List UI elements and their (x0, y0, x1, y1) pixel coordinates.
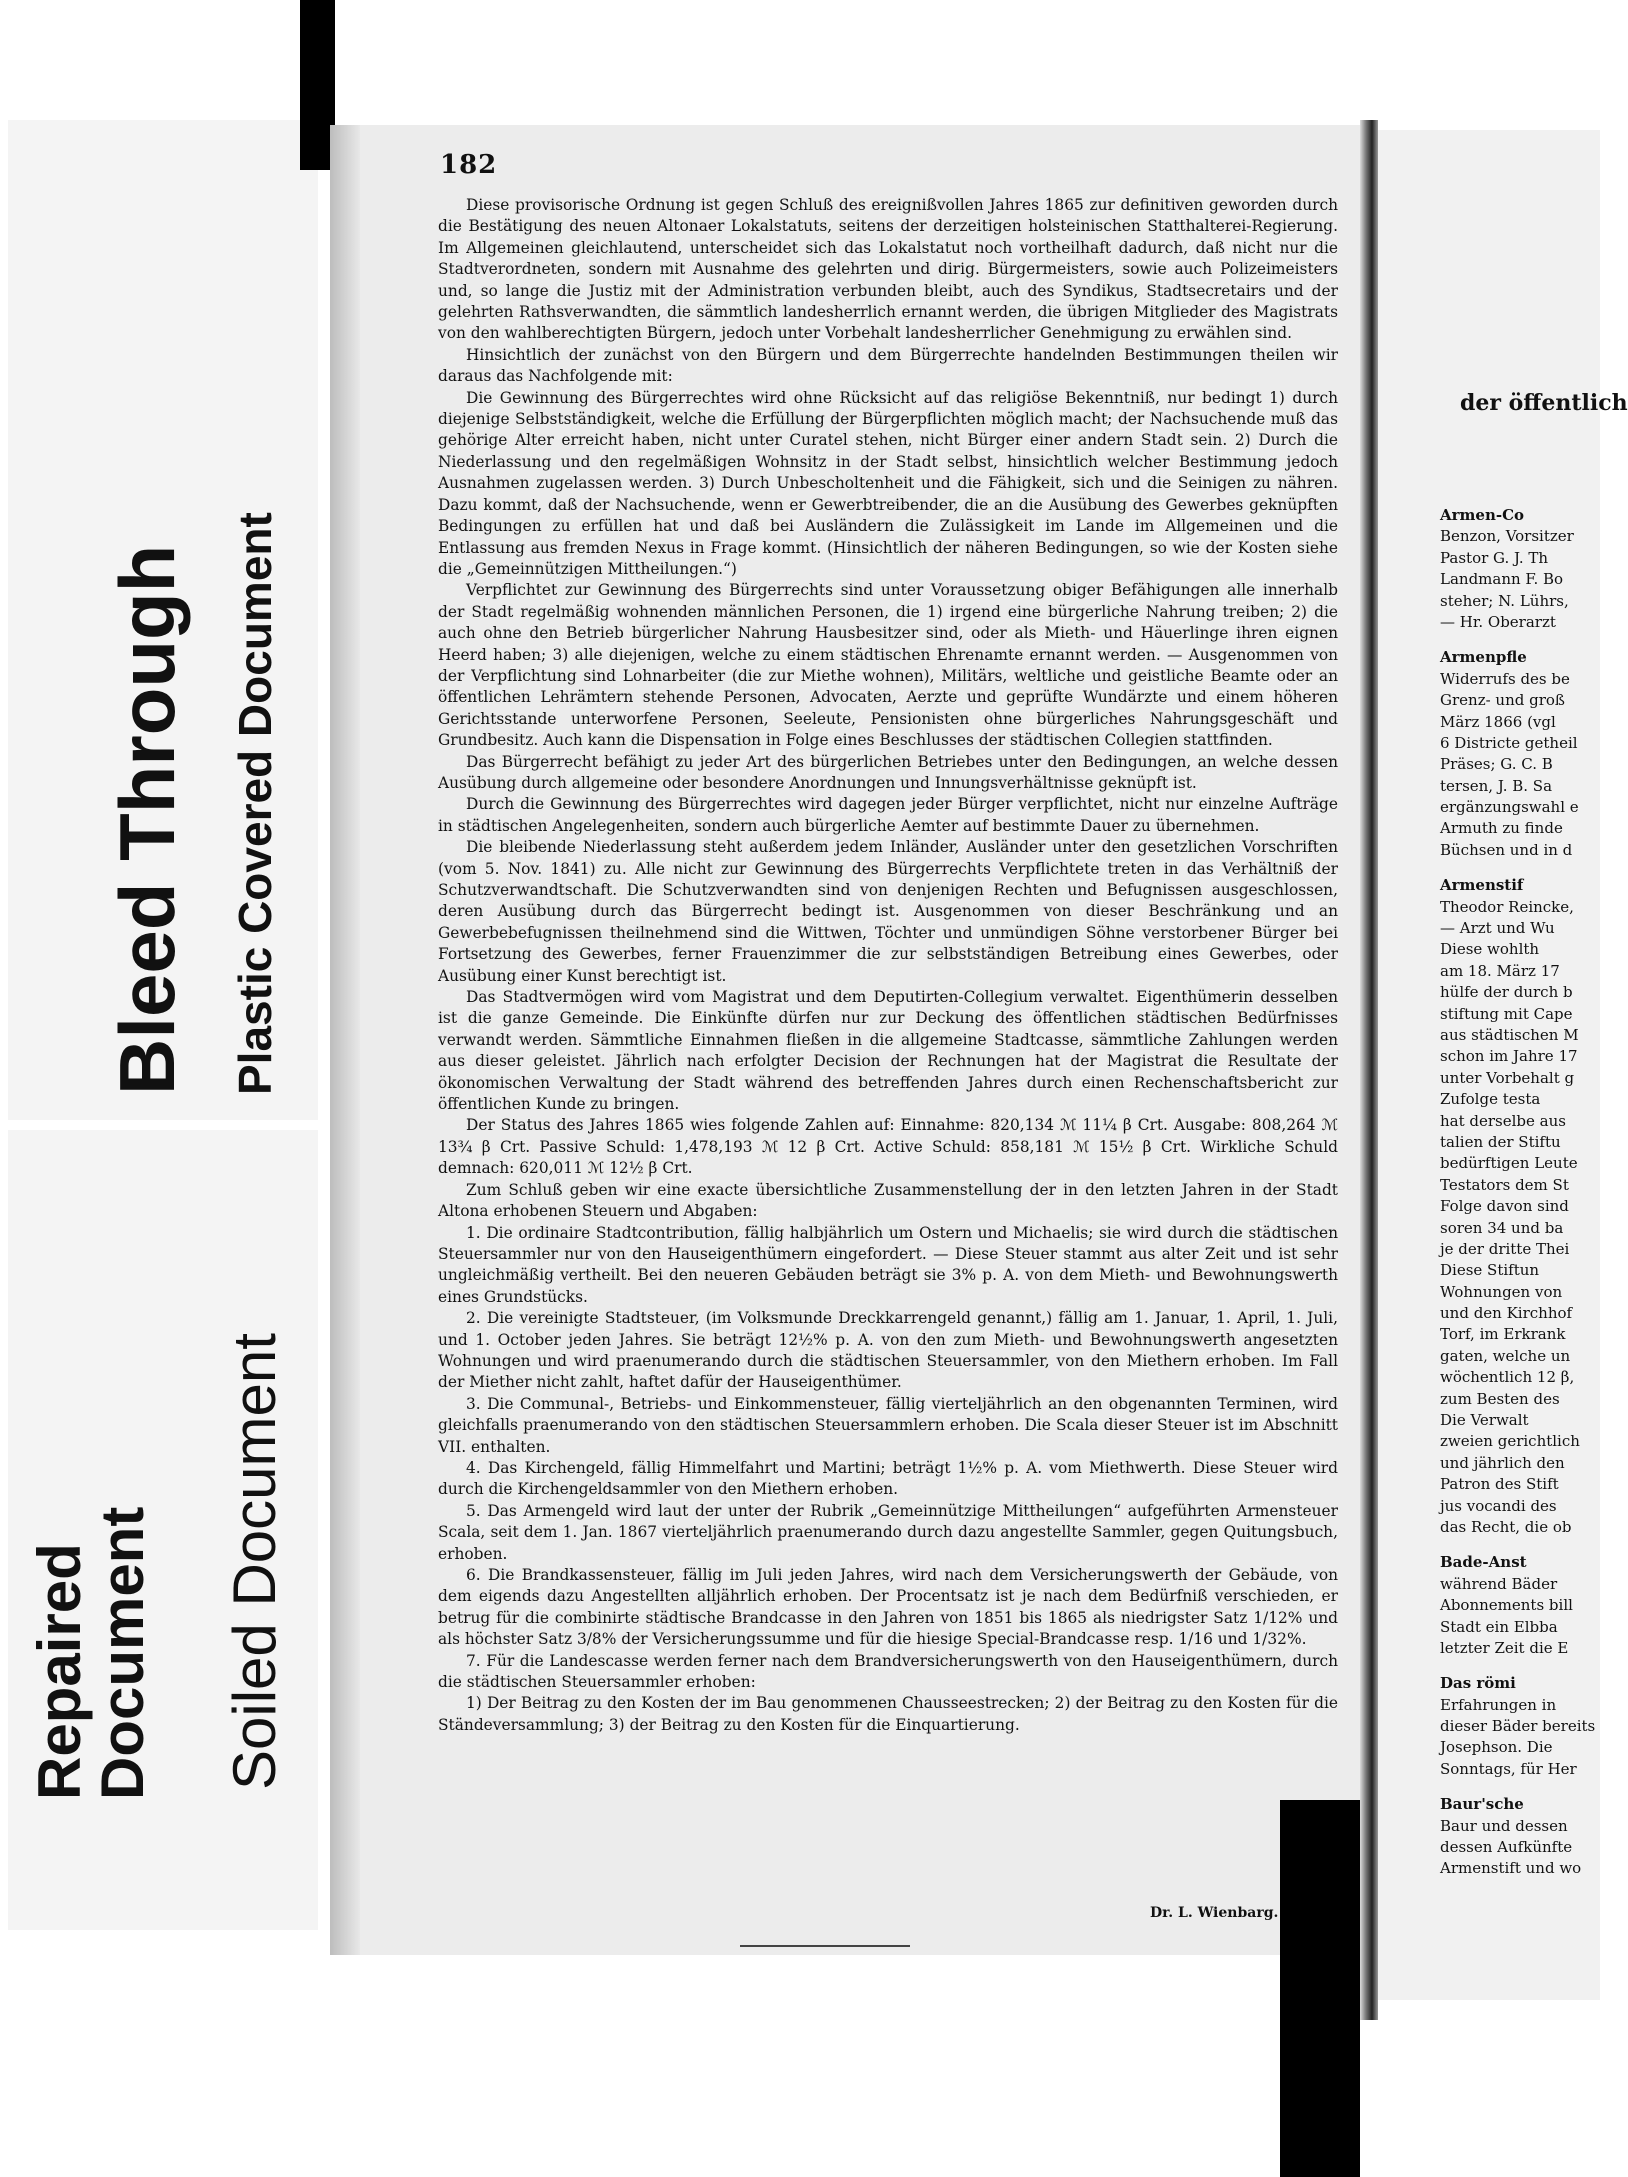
text-line: Landmann F. Bo (1440, 570, 1564, 589)
repaired-label (28, 1360, 154, 1800)
paragraph: Verpflichtet zur Gewinnung des Bürgerrechts sind unter Voraussetzung obiger Befähigungen alle innerhalb der Stadt regelmäßig wohnenden männlichen Personen, die 1) irgend eine bürgerliche Nahrung treiben; 2) die auch ohne den Betrieb bürgerlicher Nahrung Hausbesitzer sind, oder als Mieth- und Häuerlinge ihren eignen Heerd haben; 3) alle diejenigen, welche zu einem städtischen Ehrenamte ernannt werden. — Ausgenommen von der Verpflichtung sind Lohnarbeiter (die zur Miethe wohnen), Militärs, weltliche und geistliche Beamte oder an öffentlichen Lehrämtern stehende Personen, Advocaten, Aerzte und geprüfte Wundärzte und einem höheren Gerichtsstande unterworfene Personen, Seeleute, Pensionisten ohne bürgerliches Nahrungsgeschäft und Grundbesitz. Auch kann die Dispensation in Folge eines Beschlusses der städtischen Collegien stattfinden. (438, 581, 1338, 750)
text-line: während Bäder (1440, 1574, 1558, 1593)
book-gutter (1360, 120, 1378, 2020)
paragraph: 5. Das Armengeld wird laut der unter der Rubrik „Gemeinnützige Mittheilungen“ aufgeführten Armensteuer Scala, seit dem 1. Jan. 1867 vierteljährlich praenumerando durch dazu angestellte Sammler, gegen Quitungsbuch, erhoben. (438, 1501, 1338, 1563)
paragraph: 1. Die ordinaire Stadtcontribution, fällig halbjährlich um Ostern und Michaelis; sie wird durch die städtischen Steuersammler nur von den Hauseigenthümern eingefordert. — Diese Steuer stammt aus alter Zeit und ist sehr ungleichmäßig vertheilt. Bei den neueren Gebäuden beträgt sie 3% p. A. von dem Mieth- und Bewohnungswerth eines Grundstücks. (438, 1223, 1338, 1306)
label-strip (0, 0, 330, 2177)
paragraph: Durch die Gewinnung des Bürgerrechtes wird dagegen jeder Bürger verpflichtet, nicht nur einzelne Aufträge in städtischen Angelegenheiten, sondern auch bürgerliche Aemter auf bestimmte Dauer zu übernehmen. (438, 795, 1338, 835)
text-line: dessen Aufkünfte (1440, 1838, 1573, 1857)
text-line: Diese wohlth (1440, 940, 1540, 959)
text-line: Stadt ein Elbba (1440, 1617, 1558, 1636)
soiled-label: Soiled Document (221, 1333, 288, 1790)
section-heading: Armenstif (1440, 876, 1524, 895)
text-line: Diese Stiftun (1440, 1261, 1540, 1280)
text-line: talien der Stiftu (1440, 1132, 1561, 1151)
text-line: März 1866 (vgl (1440, 712, 1556, 731)
paragraph: Das Bürgerrecht befähigt zu jeder Art des bürgerlichen Betriebes unter den Bedingungen, an welche dessen Ausübung durch allgemeine oder besondere Anordnungen und Innungsverhältnisse geknüpft ist. (438, 752, 1338, 792)
text-line: Torf, im Erkrank (1440, 1325, 1566, 1344)
text-line: das Recht, die ob (1440, 1517, 1572, 1536)
text-line: Armenstift und wo (1440, 1859, 1582, 1878)
line-spacer (1440, 1538, 1600, 1552)
text-line: stiftung mit Cape (1440, 1004, 1573, 1023)
line-spacer (1440, 861, 1600, 875)
text-line: schon im Jahre 17 (1440, 1047, 1578, 1066)
right-page-title: der öffentlich (1460, 390, 1628, 416)
text-line: letzter Zeit die E (1440, 1638, 1569, 1657)
section-heading: Armen-Co (1440, 506, 1525, 524)
paragraph: 6. Die Brandkassensteuer, fällig im Juli jeden Jahres, wird nach dem Versicherungswerth der Gebäude, von dem eigends dazu Angestellten alljährlich erhoben. Der Procentsatz ist je nach dem Bedürfniß verschieden, er betrug für die combinirte städtische Brandcasse in den Jahren von 1851 bis 1865 als niedrigster Satz 1/12% und als höchster Satz 3/8% der Versicherungssumme und für die hiesige Special-Brandcasse resp. 1/16 und 1/32%. (438, 1566, 1338, 1649)
line-spacer (1440, 1659, 1600, 1673)
repaired-label-text: Repaired Document (26, 1506, 156, 1800)
section-heading: Baur'sche (1440, 1795, 1524, 1814)
paragraph: Die bleibende Niederlassung steht außerdem jedem Inländer, Ausländer unter den gesetzlichen Vorschriften (vom 5. Nov. 1841) zu. Alle nicht zur Gewinnung des Bürgerrechts Verpflichtete treten in das Verhältniß der Schutzverwandtschaft. Die Schutzverwandten sind von denjenigen Rechten und Befugnissen ausgeschlossen, deren Ausübung durch das Bürgerrecht bedingt ist. Ausgenommen von dieser Beschränkung und an Gewerbebefugnissen theilnehmend sind die Wittwen, Töchter und unmündigen Söhne verstorbener Bürger bei Fortsetzung des Gewerbes, ferner Frauenzimmer die zur selbstständigen Betreibung eines Gewerbes, oder Ausübung einer Kunst berechtigt ist. (438, 838, 1338, 985)
bleed-through-label: Bleed Through (103, 544, 191, 1095)
text-line: Patron des Stift (1440, 1475, 1559, 1494)
text-line: hülfe der durch b (1440, 983, 1573, 1002)
text-line: Die Verwalt (1440, 1411, 1529, 1430)
line-spacer (1440, 633, 1600, 647)
closing-rule (740, 1945, 910, 1947)
paragraph: Die Gewinnung des Bürgerrechtes wird ohne Rücksicht auf das religiöse Bekenntniß, nur bedingt 1) durch diejenige Selbstständigkeit, welche die Erfüllung der Bürgerpflichten möglich macht; der Nachsuchende muß das gehörige Alter erreicht haben, nicht unter Curatel stehen, nicht Bürger einer andern Stadt sein. 2) Durch die Niederlassung und den regelmäßigen Wohnsitz in der Stadt selbst, hinsichtlich welcher Bestimmung jedoch Ausnahmen zugelassen werden. 3) Durch Unbescholtenheit und die Fähigkeit, sich und die Seinigen zu nähren. Dazu kommt, daß der Nachsuchende, wenn er Gewerbtreibender, die an die Ausübung des Gewerbes geknüpften Bedingungen zu erfüllen hat und daß bei Ausländern die Zulässigkeit im Lande im Allgemeinen und die Entlassung aus fremden Nexus in Frage kommt. (Hinsichtlich der näheren Bedingungen, so wie der Kosten siehe die „Gemeinnützigen Mittheilungen.“) (438, 388, 1338, 578)
text-line: Benzon, Vorsitzer (1440, 527, 1574, 546)
text-line: Folge davon sind (1440, 1197, 1569, 1216)
text-line: und jährlich den (1440, 1453, 1565, 1472)
text-line: Grenz- und groß (1440, 691, 1565, 710)
paragraph: 1) Der Beitrag zu den Kosten der im Bau genommenen Chausseestrecken; 2) der Beitrag zu den Kosten für die Ständeversammlung; 3) der Beitrag zu den Kosten für die Einquartierung. (438, 1694, 1338, 1734)
section-heading: Das römi (1440, 1674, 1516, 1693)
paragraph: Zum Schluß geben wir eine exacte übersichtliche Zusammenstellung der in den letzten Jahren in der Stadt Altona erhobenen Steuern und Abgaben: (438, 1180, 1338, 1221)
section-heading: Armenpfle (1440, 648, 1527, 667)
section-heading: Bade-Anst (1440, 1553, 1527, 1572)
text-line: jus vocandi des (1440, 1496, 1557, 1515)
paragraph: 4. Das Kirchengeld, fällig Himmelfahrt und Martini; beträgt 1½% p. A. vom Miethwerth. Diese Steuer wird durch die Kirchengeldsammler von den Miethern erhoben. (438, 1458, 1338, 1499)
text-line: aus städtischen M (1440, 1025, 1579, 1044)
plastic-covered-label: Plastic Covered Document (229, 512, 281, 1095)
text-line: hat derselbe aus (1440, 1111, 1566, 1130)
text-line: zweien gerichtlich (1440, 1432, 1580, 1451)
right-page-column (1440, 505, 1600, 1880)
text-line: Baur und dessen (1440, 1816, 1568, 1835)
text-line: Wohnungen von (1440, 1282, 1563, 1301)
text-line: 6 Districte getheil (1440, 733, 1578, 752)
text-line: wöchentlich 12 β, (1440, 1368, 1575, 1387)
text-line: ergänzungswahl e (1440, 798, 1579, 817)
text-line: soren 34 und ba (1440, 1218, 1564, 1237)
paragraph: Der Status des Jahres 1865 wies folgende Zahlen auf: Einnahme: 820,134 ℳ 11¼ β Crt. Ausgabe: 808,264 ℳ 13¾ β Crt. Passive Schuld: 1,478,193 ℳ 12 β Crt. Active Schuld: 858,181 ℳ 15½ β Crt. Wirkliche Schuld demnach: 620,011 ℳ 12½ β Crt. (438, 1116, 1338, 1178)
text-line: Widerrufs des be (1440, 669, 1570, 688)
page-edge-shadow (330, 125, 360, 1955)
paragraph: 3. Die Communal-, Betriebs- und Einkommensteuer, fällig vierteljährlich an den obgenannten Terminen, wird gleichfalls praenumerando von den städtischen Steuersammlern erhoben. Die Scala dieser Steuer ist im Abschnitt VII. enthalten. (438, 1394, 1338, 1456)
text-line: Präses; G. C. B (1440, 755, 1553, 774)
paragraph: Hinsichtlich der zunächst von den Bürgern und dem Bürgerrechte handelnden Bestimmungen theilen wir daraus das Nachfolgende mit: (438, 345, 1338, 386)
signature: Dr. L. Wienbarg. (1150, 1905, 1279, 1921)
text-line: zum Besten des (1440, 1389, 1560, 1408)
dark-spine-bottom (1280, 1800, 1360, 2177)
text-line: Sonntags, für Her (1440, 1759, 1577, 1778)
text-line: bedürftigen Leute (1440, 1154, 1578, 1173)
text-line: am 18. März 17 (1440, 961, 1560, 980)
text-line: je der dritte Thei (1440, 1239, 1570, 1258)
text-line: Testators dem St (1440, 1175, 1569, 1194)
paragraph: 2. Die vereinigte Stadtsteuer, (im Volksmunde Dreckkarrengeld genannt,) fällig am 1. Januar, 1. April, 1. Juli, und 1. October jeden Jahres. Sie beträgt 12½% p. A. von den zum Mieth- und Bewohnungswerth angesetzten Wohnungen und wird praenumerando durch die städtischen Steuersammler, von den Miethern erhoben. Im Fall der Miether nicht zahlt, haftet dafür der Hauseigenthümer. (438, 1309, 1338, 1392)
text-line: Armuth zu finde (1440, 819, 1563, 838)
page-number: 182 (440, 150, 498, 180)
text-line: Josephson. Die (1440, 1738, 1553, 1757)
text-line: unter Vorbehalt g (1440, 1068, 1575, 1087)
line-spacer (1440, 1780, 1600, 1794)
text-line: Abonnements bill (1440, 1596, 1573, 1615)
text-line: Erfahrungen in (1440, 1695, 1557, 1714)
paragraph: Diese provisorische Ordnung ist gegen Schluß des ereignißvollen Jahres 1865 zur definitiven geworden durch die Bestätigung des neuen Altonaer Lokalstatuts, seitens der derzeitigen holsteinischen Statthalterei-Regierung. Im Allgemeinen gleichlautend, unterscheidet sich das Lokalstatut noch vortheilhaft dadurch, daß nicht nur die Stadtverordneten, sondern mit Ausnahme des gelehrten und dirig. Bürgermeisters, sowie auch Polizeimeisters und, so lange die Justiz mit der Administration verbunden bleibt, auch des Syndikus, Stadtsecretairs und der gelehrten Rathsverwandten, die sämmtlich landesherrlich ernannt werden, die übrigen Mitglieder des Magistrats von den wahlberechtigten Bürgern, jedoch unter Vorbehalt landesherrlicher Genehmigung zu erwählen sind. (438, 196, 1338, 343)
text-line: dieser Bäder bereits (1440, 1717, 1596, 1736)
paragraph: Das Stadtvermögen wird vom Magistrat und dem Deputirten-Collegium verwaltet. Eigenthümerin desselben ist die ganze Gemeinde. Die Einkünfte dürfen nur zur Deckung des öffentlichen städtischen Bedürfnisses verwandt werden. Sämmtliche Einnahmen fließen in die allgemeine Stadtcasse, sämmtliche Zahlungen werden aus dieser geleistet. Jährlich nach erfolgter Decision der Rechnungen hat der Magistrat die Resultate der ökonomischen Verwaltung der Stadt während des betreffenden Jahres durch einen Rechenschaftsbericht zur öffentlichen Kunde zu bringen. (438, 988, 1338, 1114)
paragraph: 7. Für die Landescasse werden ferner nach dem Brandversicherungswerth von den Hauseigenthümern, durch die städtischen Steuersammler erhoben: (438, 1651, 1338, 1692)
page-body (438, 195, 1338, 1915)
text-line: tersen, J. B. Sa (1440, 776, 1553, 795)
text-line: Pastor G. J. Th (1440, 548, 1549, 567)
text-line: — Hr. Oberarzt (1440, 612, 1556, 631)
text-line: Zufolge testa (1440, 1090, 1541, 1109)
text-line: Theodor Reincke, (1440, 897, 1574, 916)
text-line: steher; N. Lührs, (1440, 591, 1569, 610)
text-line: — Arzt und Wu (1440, 919, 1555, 938)
text-line: und den Kirchhof (1440, 1304, 1573, 1323)
text-line: Büchsen und in d (1440, 840, 1573, 859)
text-line: gaten, welche un (1440, 1346, 1571, 1365)
